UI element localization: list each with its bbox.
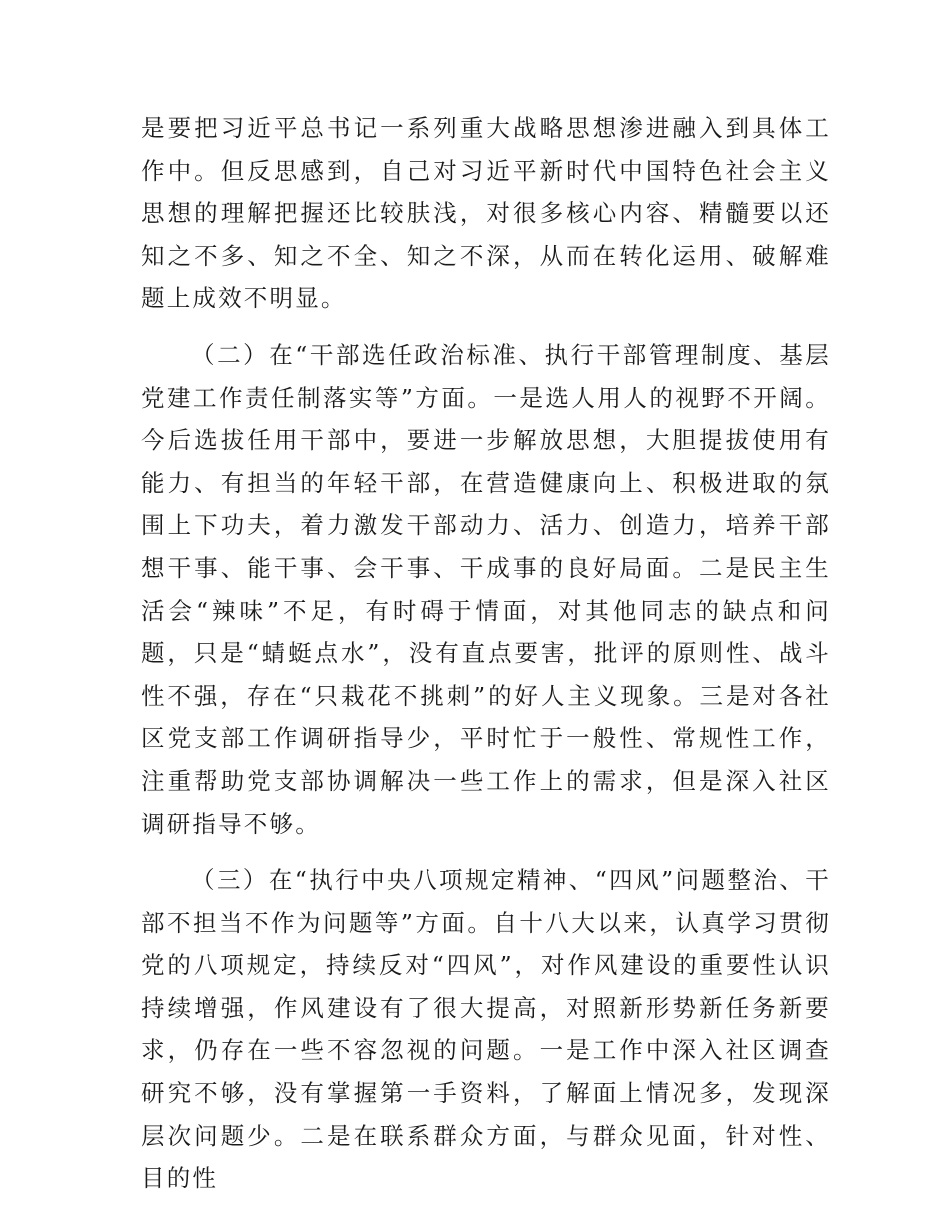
document-body (141, 107, 831, 1214)
paragraph-continuation: 是要把习近平总书记一系列重大战略思想渗进融入到具体工作中。但反思感到，自己对习近平新时代中国特色社会主义思想的理解把握还比较肤浅，对很多核心内容、精髓要以还知之不多、知之不全、知之不深，从而在转化运用、破解难题上成效不明显。 (141, 114, 831, 313)
paragraph-section-two: （二）在“干部选任政治标准、执行干部管理制度、基层党建工作责任制落实等”方面。一是选人用人的视野不开阔。今后选拔任用干部中，要进一步解放思想，大胆提拔使用有能力、有担当的年轻干部，在营造健康向上、积极进取的氛围上下功夫，着力激发干部动力、活力、创造力，培养干部想干事、能干事、会干事、干成事的良好局面。二是民主生活会“辣味”不足，有时碍于情面，对其他同志的缺点和问题，只是“蜻蜓点水”，没有直点要害，批评的原则性、战斗性不强，存在“只栽花不挑刺”的好人主义现象。三是对各社区党支部工作调研指导少，平时忙于一般性、常规性工作，注重帮助党支部协调解决一些工作上的需求，但是深入社区调研指导不够。 (141, 340, 831, 838)
paragraph-section-three: （三）在“执行中央八项规定精神、“四风”问题整治、干部不担当不作为问题等”方面。自十八大以来，认真学习贯彻党的八项规定，持续反对“四风”，对作风建设的重要性认识持续增强，作风建设有了很大提高，对照新形势新任务新要求，仍存在一些不容忽视的问题。一是工作中深入社区调查研究不够，没有掌握第一手资料，了解面上情况多，发现深层次问题少。二是在联系群众方面，与群众见面，针对性、目的性 (141, 866, 831, 1193)
